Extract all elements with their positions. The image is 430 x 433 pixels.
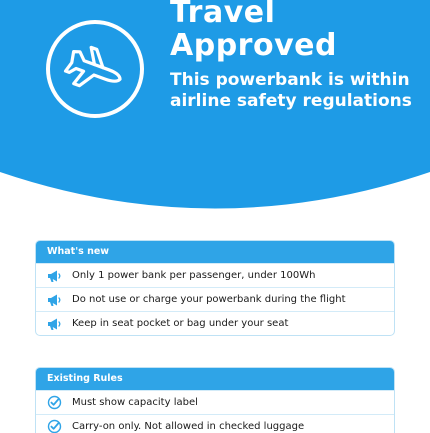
hero-subtitle: This powerbank is within airline safety regulations (170, 70, 412, 111)
list-item-text: Carry-on only. Not allowed in checked luggage (72, 421, 305, 432)
list-item-text: Keep in seat pocket or bag under your seat (72, 318, 289, 329)
list-item-text: Must show capacity label (72, 397, 198, 408)
hero-banner (0, 0, 430, 215)
megaphone-icon (36, 317, 72, 331)
hero-title: Travel Approved (170, 0, 337, 63)
list-item (36, 287, 394, 311)
whats-new-panel (35, 240, 395, 336)
check-badge-icon (36, 419, 72, 433)
existing-rules-panel (35, 367, 395, 433)
megaphone-icon (36, 269, 72, 283)
check-badge-icon (36, 395, 72, 410)
list-item (36, 311, 394, 335)
whats-new-header: What's new (36, 241, 394, 263)
airplane-icon (60, 34, 130, 104)
list-item (36, 263, 394, 287)
list-item-text: Do not use or charge your powerbank during the flight (72, 294, 346, 305)
megaphone-icon (36, 293, 72, 307)
existing-rules-header: Existing Rules (36, 368, 394, 390)
list-item (36, 390, 394, 414)
list-item-text: Only 1 power bank per passenger, under 100Wh (72, 270, 316, 281)
list-item (36, 414, 394, 433)
airplane-badge (46, 20, 144, 118)
